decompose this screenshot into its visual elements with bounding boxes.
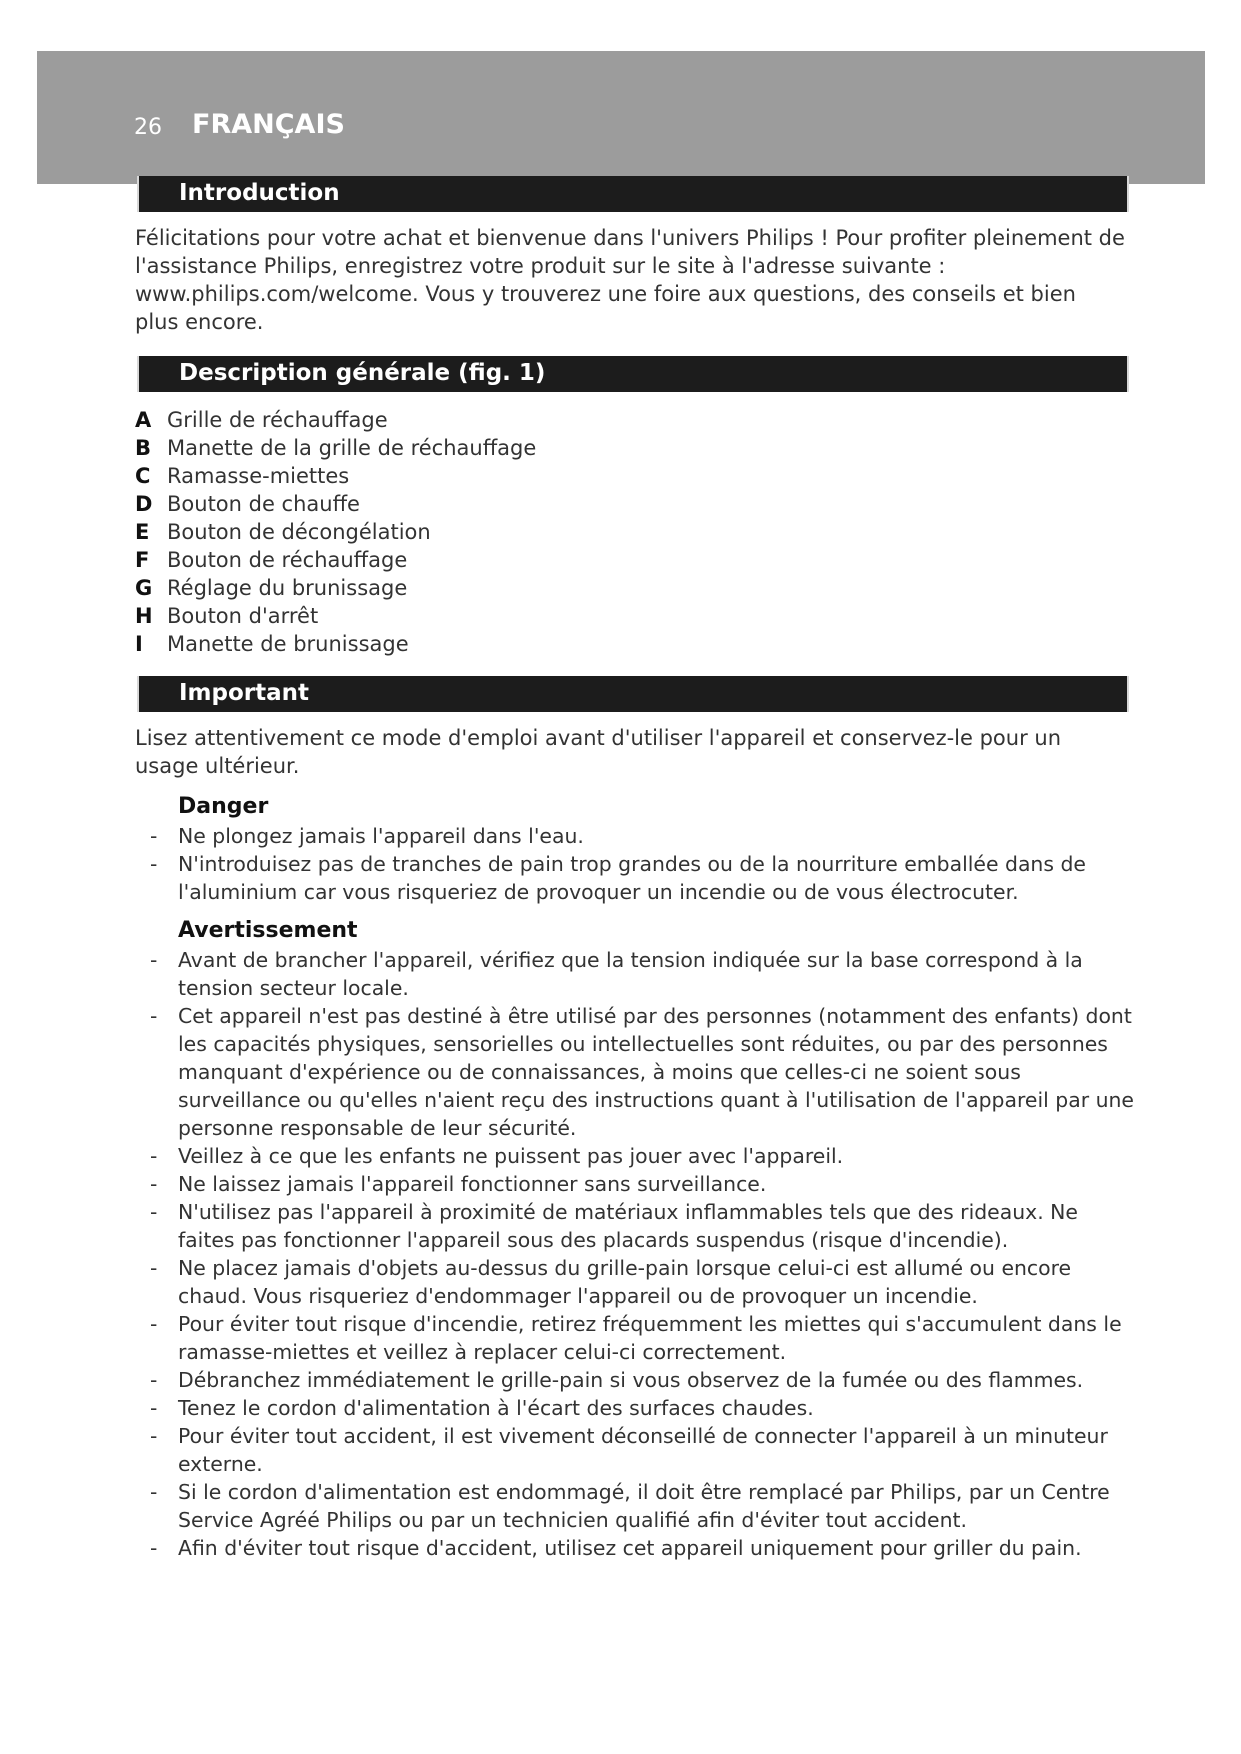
important-line: usage ultérieur. bbox=[135, 754, 300, 778]
warning-item: - Si le cordon d'alimentation est endommagé, il doit être remplacé par Philips, par un Centre Service Agréé Philips ou par un technicien qualifié afin d'éviter tout accident. bbox=[130, 1478, 1140, 1534]
parts-list bbox=[135, 406, 536, 658]
warning-item: - Cet appareil n'est pas destiné à être utilisé par des personnes (notamment des enfants) dont les capacités physiques, sensorielles ou intellectuelles sont réduites, ou par des personnes manquant d'expérience ou de connaissances, à moins que celles-ci ne soient sous surveillance ou qu'elles n'aient reçu des instructions quant à l'utilisation de l'appareil par une personne responsable de leur sécurité. bbox=[130, 1002, 1140, 1142]
section-heading: Description générale (fig. 1) bbox=[179, 360, 546, 386]
parts-list-item: C Ramasse-miettes bbox=[135, 464, 350, 488]
language-title: FRANÇAIS bbox=[192, 109, 345, 140]
parts-list-item: D Bouton de chauffe bbox=[135, 492, 360, 516]
important-paragraph bbox=[135, 724, 1135, 780]
intro-line: Félicitations pour votre achat et bienvenue dans l'univers Philips ! Pour profiter pleinement de bbox=[135, 226, 1125, 250]
danger-item: - Ne plongez jamais l'appareil dans l'eau. bbox=[130, 822, 1140, 850]
section-heading: Important bbox=[179, 680, 310, 706]
section-bar-important bbox=[137, 676, 1129, 712]
warning-item: - Afin d'éviter tout risque d'accident, utilisez cet appareil uniquement pour griller du pain. bbox=[130, 1534, 1140, 1562]
warning-item: - Pour éviter tout risque d'incendie, retirez fréquemment les miettes qui s'accumulent dans le ramasse-miettes et veillez à replacer celui-ci correctement. bbox=[130, 1310, 1140, 1366]
page-number: 26 bbox=[134, 115, 162, 140]
intro-line: l'assistance Philips, enregistrez votre produit sur le site à l'adresse suivante : bbox=[135, 254, 946, 278]
section-bar-description bbox=[137, 356, 1129, 392]
warning-heading: Avertissement bbox=[178, 918, 358, 943]
warning-list bbox=[130, 946, 1140, 1562]
parts-list-item: A Grille de réchauffage bbox=[135, 408, 388, 432]
section-bar-introduction bbox=[137, 176, 1129, 212]
parts-list-item: H Bouton d'arrêt bbox=[135, 604, 319, 628]
parts-list-item: F Bouton de réchauffage bbox=[135, 548, 408, 572]
intro-line: plus encore. bbox=[135, 310, 264, 334]
warning-item: - Ne placez jamais d'objets au-dessus du grille-pain lorsque celui-ci est allumé ou encore chaud. Vous risqueriez d'endommager l'appareil ou de provoquer un incendie. bbox=[130, 1254, 1140, 1310]
section-heading: Introduction bbox=[179, 180, 340, 206]
intro-line: www.philips.com/welcome. Vous y trouverez une foire aux questions, des conseils et bien bbox=[135, 282, 1076, 306]
parts-list-item: B Manette de la grille de réchauffage bbox=[135, 436, 537, 460]
warning-item: - N'utilisez pas l'appareil à proximité de matériaux inflammables tels que des rideaux. Ne faites pas fonctionner l'appareil sous des placards suspendus (risque d'incendie). bbox=[130, 1198, 1140, 1254]
danger-item: - N'introduisez pas de tranches de pain trop grandes ou de la nourriture emballée dans de l'aluminium car vous risqueriez de provoquer un incendie ou de vous électrocuter. bbox=[130, 850, 1140, 906]
important-line: Lisez attentivement ce mode d'emploi avant d'utiliser l'appareil et conservez-le pour un bbox=[135, 726, 1062, 750]
parts-list-item: G Réglage du brunissage bbox=[135, 576, 408, 600]
warning-item: - Débranchez immédiatement le grille-pain si vous observez de la fumée ou des flammes. bbox=[130, 1366, 1140, 1394]
danger-heading: Danger bbox=[178, 794, 269, 819]
parts-list-item: E Bouton de décongélation bbox=[135, 520, 431, 544]
warning-item: - Avant de brancher l'appareil, vérifiez que la tension indiquée sur la base correspond à la tension secteur locale. bbox=[130, 946, 1140, 1002]
parts-list-item: I Manette de brunissage bbox=[135, 632, 409, 656]
danger-list bbox=[130, 822, 1140, 906]
warning-item: - Ne laissez jamais l'appareil fonctionner sans surveillance. bbox=[130, 1170, 1140, 1198]
warning-item: - Veillez à ce que les enfants ne puissent pas jouer avec l'appareil. bbox=[130, 1142, 1140, 1170]
warning-item: - Pour éviter tout accident, il est vivement déconseillé de connecter l'appareil à un minuteur externe. bbox=[130, 1422, 1140, 1478]
intro-paragraph bbox=[135, 224, 1135, 336]
warning-item: - Tenez le cordon d'alimentation à l'écart des surfaces chaudes. bbox=[130, 1394, 1140, 1422]
